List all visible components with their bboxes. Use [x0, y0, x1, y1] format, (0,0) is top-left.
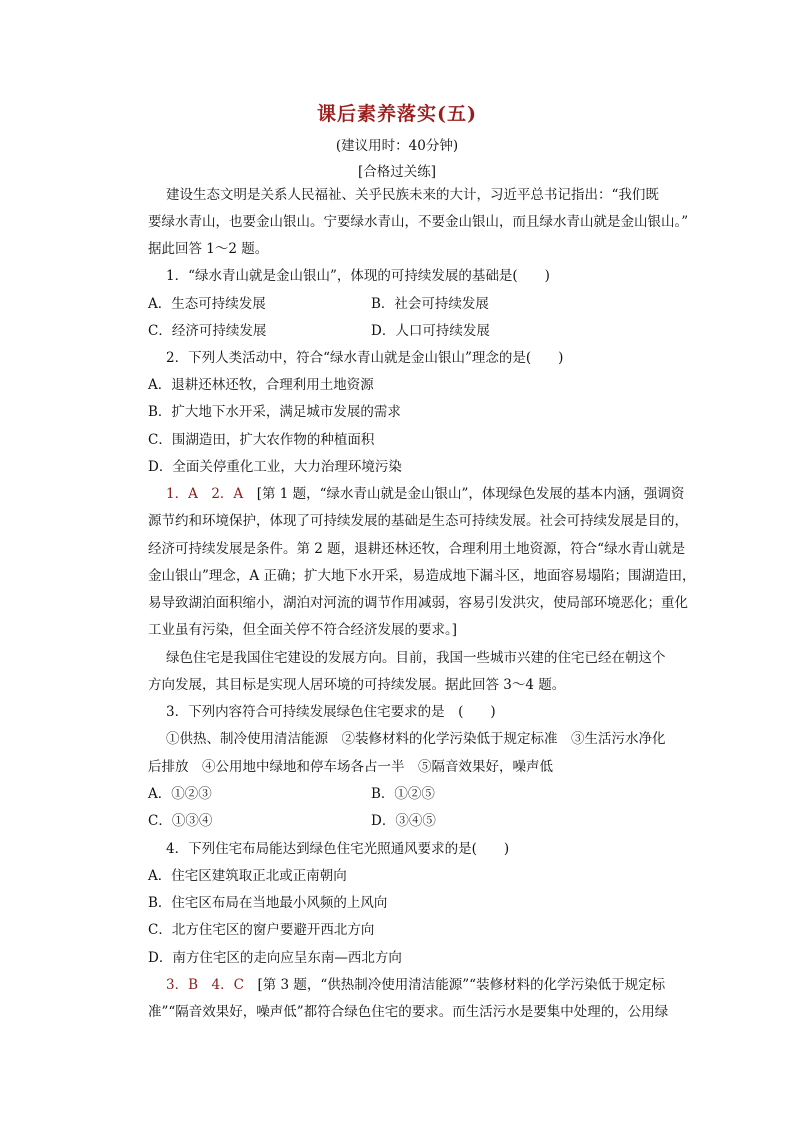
intro1-line-2: 要绿水青山，也要金山银山。宁要绿水青山，不要金山银山，而且绿水青山就是金山银山。”: [148, 214, 689, 230]
answer12-key: 1．A 2．A: [166, 486, 244, 502]
intro1-line-3: 据此回答 1～2 题。: [148, 241, 269, 257]
q4-option-c: C．北方住宅区的窗户要避开西北方向: [148, 922, 375, 938]
q1-option-b: B．社会可持续发展: [371, 296, 489, 312]
intro1-line-1: 建设生态文明是关系人民福祉、关乎民族未来的大计，习近平总书记指出：“我们既: [166, 187, 659, 203]
q4-option-d: D．南方住宅区的走向应呈东南—西北方向: [148, 950, 402, 966]
intro2-line-2: 方向发展，其目标是实现人居环境的可持续发展。据此回答 3～4 题。: [148, 677, 566, 693]
q4-option-a: A．住宅区建筑取正北或正南朝向: [148, 868, 347, 884]
answer34-text-1: [第 3 题，“供热制冷使用清洁能源”“装修材料的化学污染低于规定标: [257, 977, 666, 993]
q3-option-a: A．①②③: [148, 786, 212, 802]
q3-items-1: ①供热、制冷使用清洁能源 ②装修材料的化学污染低于规定标准 ③生活污水净化: [166, 731, 666, 747]
q3-option-d: D．③④⑤: [371, 813, 436, 829]
answer12-line-2: 源节约和环境保护，体现了可持续发展的基础是生态可持续发展。社会可持续发展是目的，: [148, 513, 688, 529]
section-heading: [合格过关练]: [357, 164, 437, 180]
q2-option-c: C．围湖造田，扩大农作物的种植面积: [148, 432, 375, 448]
q3-option-b: B．①②⑤: [371, 786, 435, 802]
q3-items-2: 后排放 ④公用地中绿地和停车场各占一半 ⑤隔音效果好，噪声低: [148, 759, 553, 775]
page-title: 课后素养落实(五): [317, 103, 477, 125]
q2-option-b: B．扩大地下水开采，满足城市发展的需求: [148, 404, 401, 420]
answer12-line-6: 工业虽有污染，但全面关停不符合经济发展的要求。]: [148, 622, 458, 638]
answer12-line-4: 金山银山”理念，A 正确；扩大地下水开采，易造成地下漏斗区，地面容易塌陷；围湖造田，: [148, 568, 696, 584]
answer34-line-2: 准”“隔音效果好，噪声低”都符合绿色住宅的要求。而生活污水是要集中处理的，公用绿: [148, 1004, 669, 1020]
q2-option-a: A．退耕还林还牧，合理利用土地资源: [148, 377, 374, 393]
answer34-line-1: [166, 976, 665, 994]
q2-stem: 2．下列人类活动中，符合“绿水青山就是金山银山”理念的是( ): [166, 350, 564, 366]
q1-option-d: D．人口可持续发展: [371, 323, 490, 339]
q3-option-c: C．①③④: [148, 813, 213, 829]
answer12-text-1: [第 1 题，“绿水青山就是金山银山”，体现绿色发展的基本内涵，强调资: [256, 486, 685, 502]
q1-option-c: C．经济可持续发展: [148, 323, 267, 339]
q4-option-b: B．住宅区布局在当地最小风频的上风向: [148, 895, 388, 911]
q3-stem: 3．下列内容符合可持续发展绿色住宅要求的是 ( ): [166, 704, 496, 720]
q1-stem: 1．“绿水青山就是金山银山”，体现的可持续发展的基础是( ): [166, 268, 550, 284]
time-hint: (建议用时：40分钟): [335, 138, 459, 154]
answer12-line-5: 易导致湖泊面积缩小，湖泊对河流的调节作用减弱，容易引发洪灾，使局部环境恶化；重化: [148, 595, 688, 611]
answer12-line-1: [166, 485, 684, 503]
q1-option-a: A．生态可持续发展: [148, 296, 266, 312]
q2-option-d: D．全面关停重化工业，大力治理环境污染: [148, 459, 402, 475]
q4-stem: 4．下列住宅布局能达到绿色住宅光照通风要求的是( ): [166, 841, 510, 857]
answer12-line-3: 经济可持续发展是条件。第 2 题，退耕还林还牧，合理利用土地资源，符合“绿水青山就是: [148, 541, 686, 557]
answer34-key: 3．B 4．C: [166, 977, 244, 993]
intro2-line-1: 绿色住宅是我国住宅建设的发展方向。目前，我国一些城市兴建的住宅已经在朝这个: [166, 650, 666, 666]
